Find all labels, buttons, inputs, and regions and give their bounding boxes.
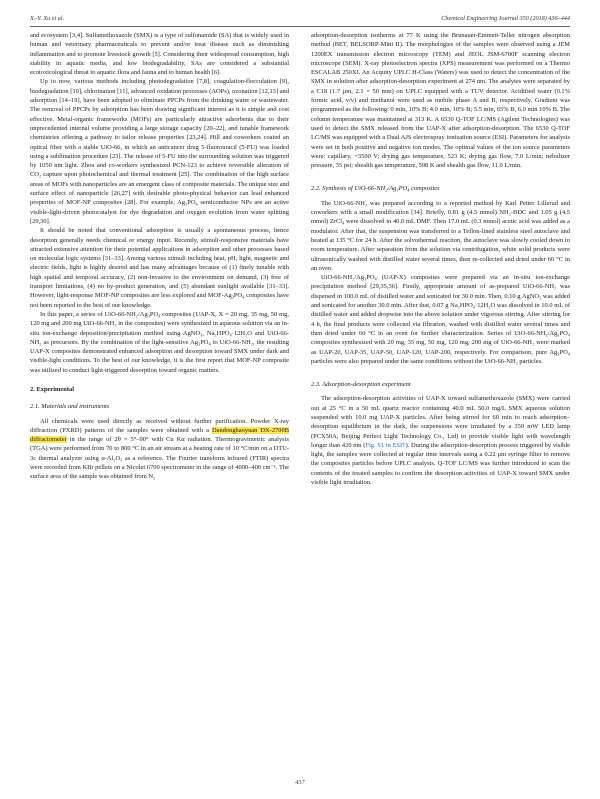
text-run: All chemicals were used directly as received without further purification. Powder X-ray diffraction (PXRD) patterns of the samples were obtained with a [30, 417, 289, 434]
supplementary-figure-link[interactable]: Fig. S1 in ESI† [365, 441, 406, 449]
highlighted-text[interactable]: Dandonghaoyuan DX-2700B diffractometer [30, 426, 289, 444]
paragraph: and ecosystem [3,4]. Sulfamethoxazole (SMX) is a type of sulfonamide (SA) that is widely used in human and veterinary pharmaceuticals to prevent and/or treat disease such as diminishing inflammation and to promote livestock growth [5]. Considering their widespread consumption, high stability in aquatic media, and low biodegradability, SAs are considered a substantial ecotoxicological threat to aquatic flora and fauna and to human health [6]. [30, 32, 289, 77]
left-column [30, 31, 289, 482]
running-header-authors: X.-Y. Xu et al. [30, 15, 65, 22]
text-run: ). During the adsorption-desorption process triggered by visible light, the samples were collected at regular time intervals using a 0.22 μm syringe filter to remove the composites particles before UPLC analysis. Q-TOF LC/MS was further introduced to scan the contents of the treated samples to confirm the desorption activities of UAP-X toward SMX under visible light irradiation. [311, 441, 570, 487]
paragraph-materials [30, 417, 289, 482]
subsection-heading: 2.1. Materials and instruments [30, 403, 110, 411]
paragraph: It should be noted that conventional adsorption is usually a spontaneous process, hence desorption generally needs chemical or energy input. Recently, stimuli-responsive materials have attracted extensive attention for their potential applications in adsorption and other processes based on molecular logic systems [31–33]. Among various stimuli including heat, pH, light, magnetic and electric fields, light is highly desired and has many advantages because of (1) finely tunable with high spatial and temporal accuracy, (2) non-invasive to the environment on demand, (3) free of transport limitations, (4) no by-product generation, and (5) abundant sunlight available [31–33]. However, light-response MOF-NP composites are less explored and MOF-Ag₃PO₄ composites have not been reported to the best of our knowledge. [30, 227, 289, 309]
text-run: The adsorption-desorption activities of UAP-X toward sulfamethoxazole (SMX) were carried out at 25 °C in a 50 mL quartz reactor containing 40.0 mL 50.0 mg/L SMX aqueous solution suspended with 10.0 mg UAP-X particles. After being stirred for 60 min to reach adsorption–desorption equilibrium in the dark, the suspensions were irradiated by a 350 mW LED lamp (PCX50A, Beijing Perfect Light Technology Co., Ltd) to provide visible light with wavelength longer than 420 nm ( [311, 395, 570, 449]
section-heading: 2. Experimental [30, 385, 74, 393]
page-number: 437 [295, 779, 305, 786]
header-divider [30, 26, 570, 27]
right-column [311, 31, 570, 487]
paragraph: UiO-66-NH₂/Ag₃PO₄ (UAP-X) composites were prepared via an in-situ ion-exchange precipitation method [29,35,36]. Firstly, appropriate amount of as-prepared UiO-66-NH₂ was dispersed in 100.0 mL of distilled water and sonicated for 30.0 min. Then, 0.10 g AgNO₃ was added and sonicated for another 30.0 min. After that, 0.07 g Na₂HPO₄·12H₂O was dissolved in 10.0 mL of distilled water and added dropwise into the above solution under vigorous stirring. After stirring for 4 h, the final products were collected via filtration, washed with distilled water several times and then dried under 60 °C in an oven for further characterization. Series of UiO-66-NH₂/Ag₃PO₄ composites synthesized with 20 mg, 35 mg, 50 mg, 120 mg, 200 mg of UiO-66-NH₂ were marked as UAP-20, UAP-35, UAP-50, UAP-120, UAP-200, respectively. For comparison, pure Ag₃PO₄ particles were also prepared under the same conditions without the UiO-66-NH₂ particles. [311, 274, 570, 365]
paragraph: adsorption-desorption isotherms at 77 K using the Brunauer-Emmett-Teller nitrogen absorption method (BET, BELSORP-Mini II). The morphologies of the samples were observed using a JEM 1200EX transmission electron microscopy (TEM) and JEOL JSM-6700F scanning electron microscope (SEM). X-ray photoelectron spectra (XPS) measurement was performed on a Thermo ESCALAB 250XI. An Acquity UPLC H-Class (Waters) was used to detect the concentration of the SMX in solution after adsorption-desorption experiment at 274 nm. The analytes were separated by a C18 (1.7 μm, 2.1 × 50 mm) on UPLC equipped with a TUV detector. Acidified water (0.1% formic acid, v/v) and methanol were used as mobile phase A and B, respectively. Gradient was programmed as the following: 0 min, 10% B; 4.0 min, 10% B; 5.5 min, 65% B, 6.0 min 10% B. The column temperature was maintained at 313 K. A 6530 Q-TOF LC/MS (Agilent Technologies) was used to detect the SMX released from the UAP-X after adsorption-desorption. The 6530 Q-TOF LC/MS was equipped with a Dual AJS electrospray ionization source (ESI). Parameters for analysis were set in both positive and negative ion modes. The optimal values of the ion source parameters were: capillary, +3500 V; drying gas temperature, 523 K; drying gas flow, 7.0 L/min; nebulizer pressure, 35 psi; shealth gas temperature, 598 K and shealth gas flow, 11.0 L/min. [311, 32, 570, 170]
paragraph: In this paper, a series of UiO-66-NH₂/Ag₃PO₄ composites (UAP-X, X = 20 mg, 35 mg, 50 mg, 120 mg and 200 mg UiO-66-NH₂ in the composites) were synthesized in aqueous solution via an in-situ ion-exchange deposition/precipitation method using AgNO₃, Na₂HPO₄·12H₂O and UiO-66-NH₂ as precursors. By the combination of the light-sensitive Ag₃PO₄ to UiO-66-NH₂, the resulting UAP-X composites demonstrated enhanced adsorption and desorption toward SMX under dark and visible-light conditions. To the best of our knowledge, it is the first report that MOF-NP composite was utilized to conduct light-triggered desorption toward organic matters. [30, 310, 289, 374]
paragraph-adsorption [311, 394, 570, 487]
running-header-journal: Chemical Engineering Journal 350 (2018) 436–444 [441, 15, 570, 22]
paragraph: The UiO-66-NH₂ was prepared according to a reported method by Karl Petter Lillerud and coworkers with a small modification [34]. Briefly, 0.81 g (4.5 mmol) NH₂-BDC and 1.05 g (4.5 mmol) ZrCl₄ were dissolved in 40.0 mL DMF. Then 17.0 mL (0.3 mmol) acetic acid was added as a modulator. After that, the suspension was transferred to a Teflon-lined stainless steel autoclave and heated at 135 °C for 24 h. After the solvothermal reaction, the autoclave was slowly cooled down to room temperature. After separation from the solution via centrifugation, white solid products were ultrasonically washed with distilled water several times, then re-collected and dried under 60 °C in an oven. [311, 199, 570, 272]
subsection-heading: 2.3. Adsorption-desorption experiment [311, 381, 411, 389]
paragraph: Up to now, various methods including photodegradation [7,8], coagulation-flocculation [9], biodegradation [10], chlorination [11], advanced oxidation processes (AOPs), ozonation [12,13] and adsorption [14–19], have been adopted to eliminate PPCPs from the drinking water or wastewater. The removal of PPCPs by adsorption has been drawing significant interest as it is simple and cost effective. Metal-organic frameworks (MOFs) are particularly attractive adsorbents due to their unprecedented internal volume providing a large storage capacity [20–22], and tunable framework chemistries offering a pathway to tailor release properties [23,24]. Hill and coworkers coated an optical fiber with a stable UiO-66, in which an anticancer drug 5-fluorouracil (5-FU) was loaded using a sublimation procedure [23]. The release of 5-FU into the surrounding solution was triggered by 1050 nm light. Zhou and co-workers synthesized PCN-123 to achieve reversible alteration of CO₂ capture upon photochemical and thermal treatment [25]. The combination of the high surface areas of MOFs with nanoparticles are an emergent class of composite materials. The unique size and surface effect of nanoparticle [26,27] with desirable photo-physical behavior can lead enhanced properties of MOF-NP composites [28]. For example, Ag₃PO₄ semiconductor NPs are an active visible-light-driven photocatalyst for dye degradation and oxygen evolution from water splitting [29,30]. [30, 78, 289, 225]
subsection-heading: 2.2. Synthesis of UiO-66-NH₂/Ag₃PO₄ composites [311, 185, 440, 193]
text-run: in the range of 2θ = 5°–90° with Cu Kα radiation. Thermogravimetric analysis (TGA) were performed from 70 to 800 °C in an air stream at a heating rate of 10 °C/min on a DTU-3c thermal analyzer using α-Al₂O₃ as a reference. The Fourier transform infrared (FTIR) spectra were recorded from KBr pellets on a Nicolet 6700 spectrometer in the range of 4000–400 cm⁻¹. The surface area of the sample was obtained from N₂ [30, 436, 289, 481]
